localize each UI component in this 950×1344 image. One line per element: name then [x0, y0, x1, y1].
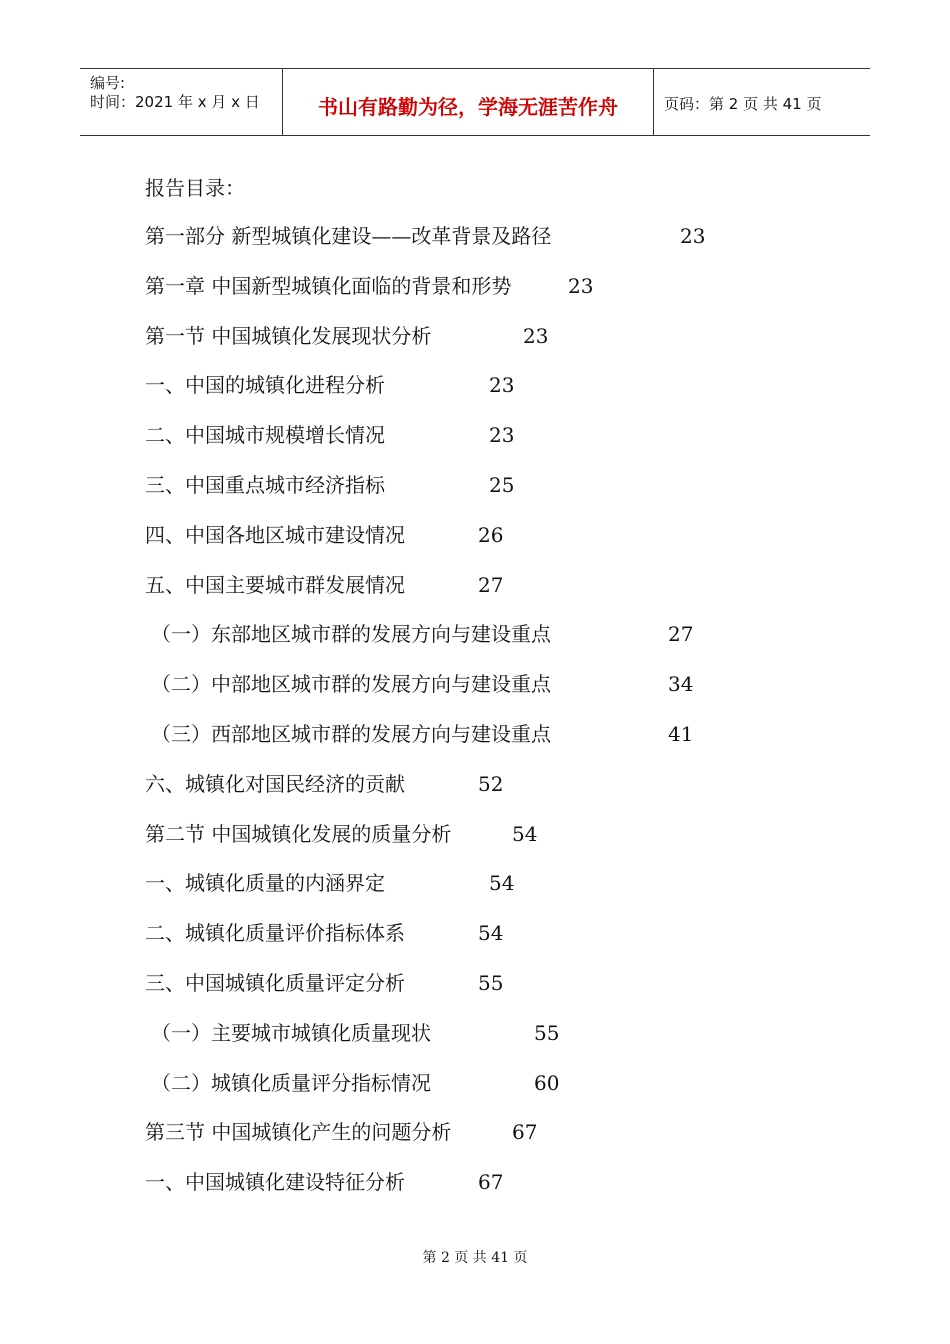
toc-entry [145, 421, 529, 449]
toc-entry-page: 54 [512, 822, 538, 846]
toc-entry [145, 322, 563, 350]
toc-entry [151, 1069, 574, 1097]
toc-entry [145, 272, 608, 300]
toc-entry-page: 55 [534, 1021, 560, 1045]
toc-entry-title: （二）中部地区城市群的发展方向与建设重点 [151, 672, 551, 696]
toc-entry [145, 820, 552, 848]
toc-entry-title: （二）城镇化质量评分指标情况 [151, 1071, 431, 1095]
toc-entry-title: 三、中国城镇化质量评定分析 [145, 971, 405, 995]
serial-number-label: 编号: [90, 74, 126, 92]
toc-entry-page: 26 [478, 523, 504, 547]
toc-entry-title: （三）西部地区城市群的发展方向与建设重点 [151, 722, 551, 746]
date-label: 时间：2021 年 x 月 x 日 [90, 93, 260, 111]
toc-entry-page: 34 [668, 672, 694, 696]
toc-entry-page: 27 [668, 622, 694, 646]
toc-entry-page: 23 [680, 224, 706, 248]
toc-entry-title: 第一部分 新型城镇化建设——改革背景及路径 [145, 224, 552, 248]
header-info-cell [80, 69, 283, 135]
toc-entry-title: 第一节 中国城镇化发展现状分析 [145, 324, 432, 348]
toc-entry [151, 620, 708, 648]
toc-entry-page: 23 [523, 324, 549, 348]
toc-entry [151, 720, 708, 748]
toc-entry [145, 571, 518, 599]
toc-entry-page: 52 [478, 772, 504, 796]
toc-entry-title: 四、中国各地区城市建设情况 [145, 523, 405, 547]
toc-entry-title: 二、中国城市规模增长情况 [145, 423, 385, 447]
toc-entry-title: 五、中国主要城市群发展情况 [145, 573, 405, 597]
toc-entry [145, 969, 518, 997]
toc-entry-title: 一、中国城镇化建设特征分析 [145, 1170, 405, 1194]
toc-entry [145, 471, 529, 499]
header-motto: 书山有路勤为径，学海无涯苦作舟 [318, 95, 618, 119]
toc-entry [145, 222, 720, 250]
page-header [80, 68, 870, 136]
toc-entry-title: 第二节 中国城镇化发展的质量分析 [145, 822, 452, 846]
toc-entry-title: 二、城镇化质量评价指标体系 [145, 921, 405, 945]
toc-entry-page: 25 [489, 473, 515, 497]
toc-entry-title: 三、中国重点城市经济指标 [145, 473, 385, 497]
toc-entry [145, 919, 518, 947]
toc-entry-page: 60 [534, 1071, 560, 1095]
toc-entry-page: 41 [668, 722, 694, 746]
toc-entry-title: 一、城镇化质量的内涵界定 [145, 871, 385, 895]
header-page-cell [654, 69, 870, 135]
toc-entry [151, 1019, 574, 1047]
toc-title: 报告目录： [145, 176, 245, 200]
toc-entry-title: （一）主要城市城镇化质量现状 [151, 1021, 431, 1045]
toc-entry [145, 1168, 518, 1196]
header-page-number: 页码：第 2 页 共 41 页 [664, 95, 822, 113]
toc-entry-title: 第三节 中国城镇化产生的问题分析 [145, 1120, 452, 1144]
header-motto-cell [283, 69, 654, 135]
toc-entry-page: 55 [478, 971, 504, 995]
toc-entry-title: （一）东部地区城市群的发展方向与建设重点 [151, 622, 551, 646]
toc-entry [145, 770, 518, 798]
toc-entry [151, 670, 708, 698]
toc-entry-page: 23 [489, 423, 515, 447]
toc-entry-title: 一、中国的城镇化进程分析 [145, 373, 385, 397]
page-footer: 第 2 页 共 41 页 [422, 1250, 528, 1266]
toc-entry-page: 67 [512, 1120, 538, 1144]
toc-entry [145, 869, 529, 897]
toc-entry [145, 521, 518, 549]
toc-entry [145, 371, 529, 399]
toc-entry-page: 27 [478, 573, 504, 597]
toc-entry-page: 54 [489, 871, 515, 895]
toc-entry-title: 第一章 中国新型城镇化面临的背景和形势 [145, 274, 512, 298]
toc-entry [145, 1118, 552, 1146]
toc-entry-page: 54 [478, 921, 504, 945]
toc-entry-page: 23 [568, 274, 594, 298]
toc-entry-page: 23 [489, 373, 515, 397]
toc-entry-page: 67 [478, 1170, 504, 1194]
toc-entry-title: 六、城镇化对国民经济的贡献 [145, 772, 405, 796]
